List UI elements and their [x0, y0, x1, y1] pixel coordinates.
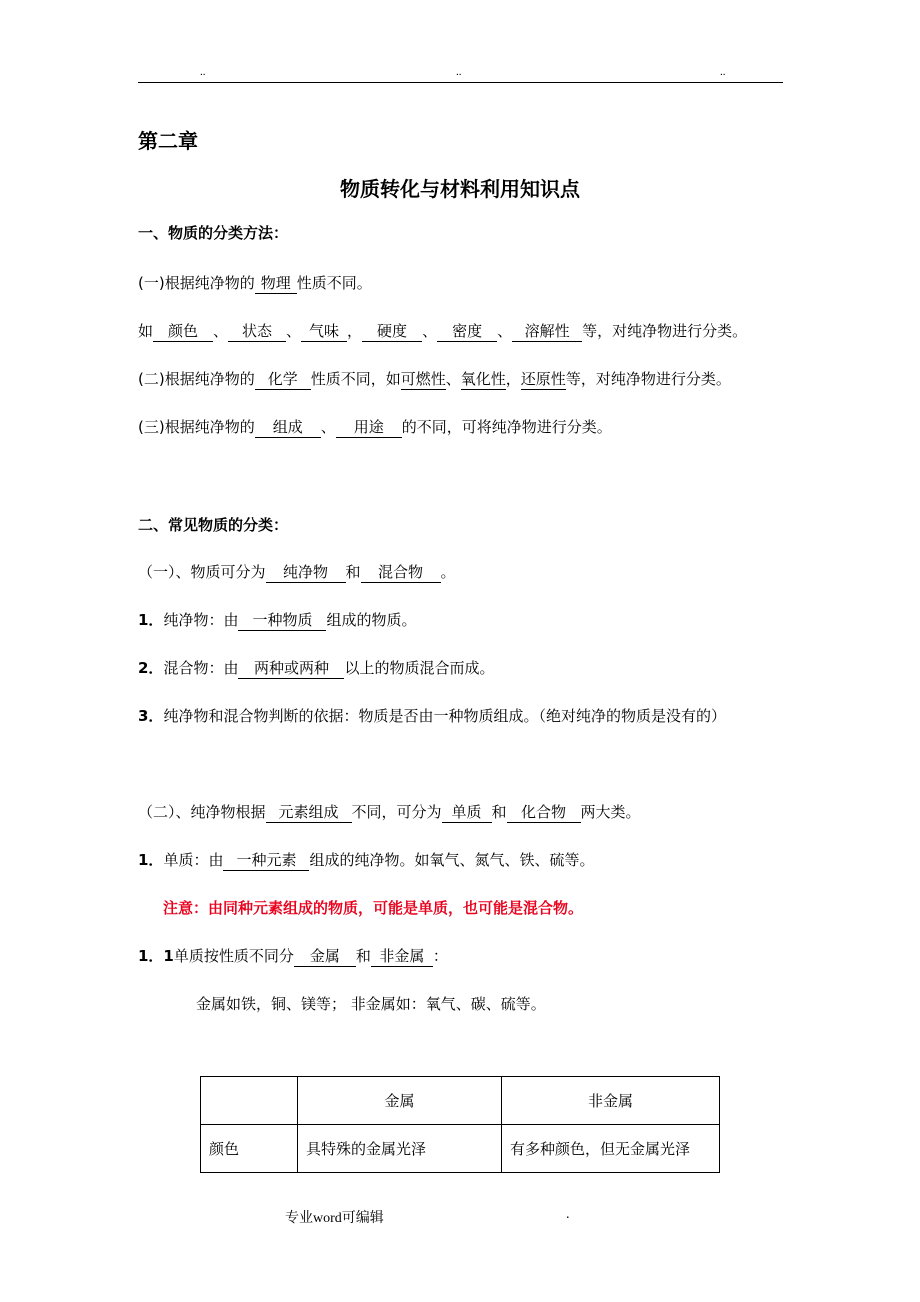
header-mark-center: .. — [456, 66, 462, 78]
answer-blank: 还原性 — [520, 370, 566, 388]
s1-line-1 — [138, 272, 372, 294]
chapter-heading: 第二章 — [138, 129, 198, 153]
answer-blank: 两种或两种 — [238, 659, 344, 679]
text: （一）、物质可分为 — [138, 563, 266, 581]
s2-line-8: 金属如铁，铜、镁等； 非金属如：氧气、碳、硫等。 — [196, 995, 546, 1013]
answer-blank: 硬度 — [362, 322, 422, 342]
text: 、 — [497, 322, 513, 340]
answer-blank: 化合物 — [507, 803, 581, 823]
answer-blank: 组成 — [255, 418, 321, 438]
answer-blank: 颜色 — [153, 322, 213, 342]
item-number: 1． — [138, 851, 164, 869]
text: 和 — [491, 803, 507, 821]
answer-blank: 元素组成 — [266, 803, 352, 823]
text: (三)根据纯净物的 — [138, 418, 255, 436]
text: 纯净物和混合物判断的依据：物质是否由一种物质组成。（绝对纯净的物质是没有的） — [163, 707, 726, 725]
text: 、 — [286, 322, 302, 340]
answer-blank: 用途 — [336, 418, 402, 438]
answer-blank: 一种元素 — [223, 851, 309, 871]
text: 组成的纯净物。如氧气、氮气、铁、硫等。 — [309, 851, 595, 869]
note-warning: 注意：由同种元素组成的物质，可能是单质，也可能是混合物。 — [163, 899, 584, 917]
table-cell: 颜色 — [201, 1125, 298, 1173]
answer-blank: 混合物 — [361, 563, 441, 583]
text: 和 — [355, 947, 371, 965]
s2-line-1 — [138, 561, 456, 583]
table-header-cell — [201, 1077, 298, 1125]
text: 如 — [138, 322, 154, 340]
text: (二)根据纯净物的 — [138, 370, 255, 388]
text: 纯净物：由 — [163, 611, 239, 629]
s2-line-2 — [138, 609, 416, 631]
answer-blank: 气味 — [301, 322, 347, 342]
header-rule — [138, 82, 783, 83]
s2-line-4 — [138, 705, 726, 727]
text: （二）、纯净物根据 — [138, 803, 266, 821]
table-header-cell: 金属 — [298, 1077, 502, 1125]
s1-line-3 — [138, 368, 731, 390]
table-cell: 有多种颜色，但无金属光泽 — [502, 1125, 720, 1173]
section-2-heading: 二、常见物质的分类： — [138, 516, 289, 534]
text: 、 — [213, 322, 229, 340]
s1-line-2 — [138, 320, 747, 342]
text: 混合物：由 — [163, 659, 239, 677]
text: 组成的物质。 — [326, 611, 417, 629]
item-number: 2． — [138, 659, 164, 677]
text: 性质不同，如 — [310, 370, 401, 388]
s2-line-6 — [138, 849, 594, 871]
answer-blank: 纯净物 — [266, 563, 346, 583]
answer-blank: 密度 — [437, 322, 497, 342]
answer-blank: 一种物质 — [238, 611, 326, 631]
text: ： — [432, 947, 448, 965]
text: ， — [347, 322, 363, 340]
s1-line-4 — [138, 416, 612, 438]
answer-blank: 金属 — [294, 947, 356, 967]
text: 以上的物质混合而成。 — [344, 659, 495, 677]
answer-blank: 物理 — [255, 274, 297, 294]
answer-blank: 状态 — [228, 322, 286, 342]
item-number: 3． — [138, 707, 164, 725]
text: 单质：由 — [163, 851, 224, 869]
text: 、 — [320, 418, 336, 436]
text: 、 — [445, 370, 461, 388]
s2-line-3 — [138, 657, 494, 679]
text: 等，对纯净物进行分类。 — [565, 370, 731, 388]
answer-blank: 非金属 — [371, 947, 433, 967]
text: 。 — [440, 563, 456, 581]
footer-dot: . — [566, 1207, 570, 1222]
metal-nonmetal-table — [200, 1076, 720, 1173]
text: 两大类。 — [580, 803, 641, 821]
text: 、 — [422, 322, 438, 340]
item-number: 1．1 — [138, 947, 174, 965]
answer-blank: 可燃性 — [400, 370, 446, 388]
text: 单质按性质不同分 — [173, 947, 294, 965]
footer-text: 专业word可编辑 — [285, 1211, 384, 1226]
s2-line-5 — [138, 801, 641, 823]
text: ， — [505, 370, 521, 388]
page-title: 物质转化与材料利用知识点 — [340, 177, 580, 201]
table-cell: 具特殊的金属光泽 — [298, 1125, 502, 1173]
answer-blank: 氧化性 — [460, 370, 506, 388]
text: 不同，可分为 — [351, 803, 442, 821]
answer-blank: 化学 — [255, 370, 311, 390]
answer-blank: 单质 — [442, 803, 492, 823]
header-mark-left: .. — [200, 66, 206, 78]
text: 的不同，可将纯净物进行分类。 — [401, 418, 612, 436]
table-header-row — [201, 1077, 720, 1125]
text: (一)根据纯净物的 — [138, 274, 255, 292]
text: 和 — [345, 563, 361, 581]
item-number: 1． — [138, 611, 164, 629]
header-mark-right: .. — [720, 66, 726, 78]
text: 性质不同。 — [296, 274, 372, 292]
answer-blank: 溶解性 — [512, 322, 582, 342]
table-header-cell: 非金属 — [502, 1077, 720, 1125]
section-1-heading: 一、物质的分类方法： — [138, 224, 289, 242]
s2-line-7 — [138, 945, 448, 967]
text: 等，对纯净物进行分类。 — [582, 322, 748, 340]
table-row — [201, 1125, 720, 1173]
